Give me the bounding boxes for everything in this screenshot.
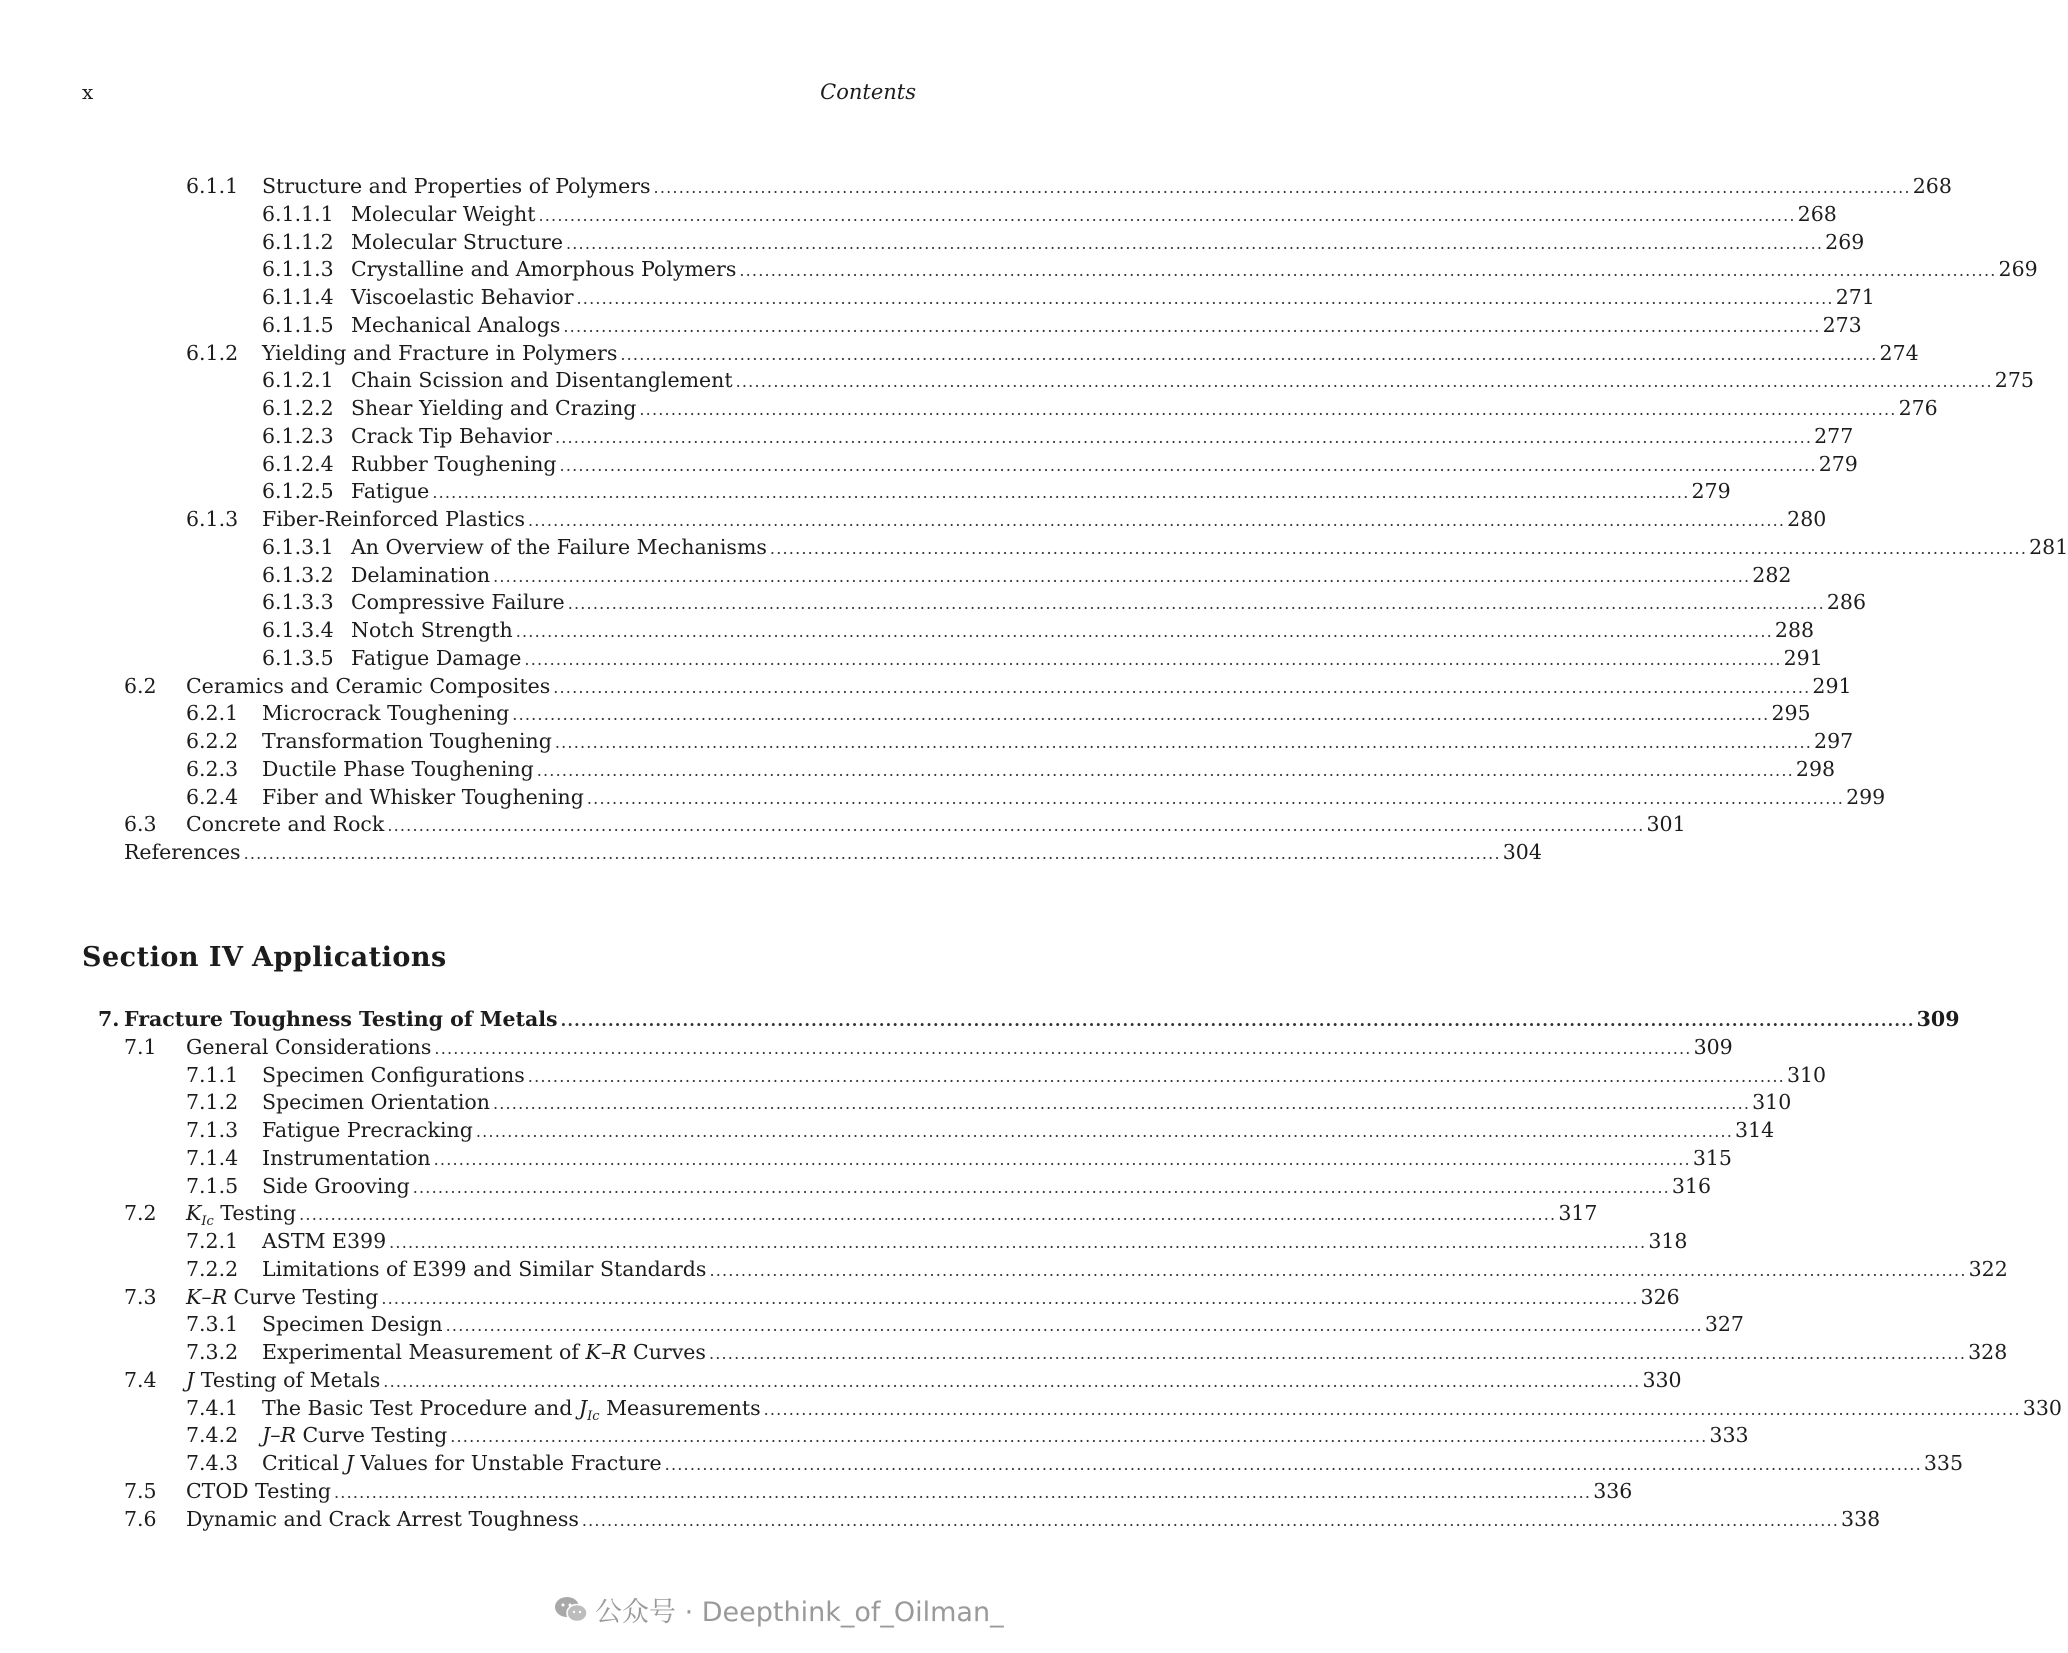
dot-leader: ........................................................................................................................................................................................................ [493, 566, 1751, 586]
toc-entry-number: 6.2.4 [186, 784, 239, 809]
toc-entry-page: 269 [1823, 229, 1864, 257]
toc-entry-page: 299 [1844, 784, 1885, 812]
toc-entry-number: 7. [98, 1007, 120, 1031]
toc-entry-title: J–R Curve Testing [262, 1422, 450, 1450]
toc-entry-page: 315 [1691, 1145, 1732, 1173]
toc-entry-number: 7.6 [124, 1506, 157, 1531]
dot-leader: ........................................................................................................................................................................................................ [515, 622, 1773, 641]
dot-leader: ........................................................................................................................................................................................................ [708, 1344, 1967, 1363]
toc-entry-body [351, 451, 1858, 480]
toc-entry-number: 7.2.1 [186, 1229, 239, 1253]
toc-entry-number: 7.3.2 [186, 1340, 239, 1364]
toc-entry-title: The Basic Test Procedure and $J_{Ic}$ Measurements [262, 1395, 764, 1431]
toc-entry-page: 336 [1591, 1478, 1632, 1506]
toc-entry[interactable] [0, 784, 1886, 812]
toc-entry-title: Ceramics and Ceramic Composites [186, 673, 553, 701]
toc-entry-title: Microcrack Toughening [262, 700, 512, 728]
dot-leader: ........................................................................................................................................................................................................ [527, 1066, 1785, 1086]
wechat-icon [553, 1595, 589, 1625]
toc-entry[interactable] [0, 811, 1686, 839]
toc-entry-page: 273 [1821, 312, 1862, 340]
toc-entry-page: 335 [1922, 1450, 1963, 1478]
toc-entry-title: Fatigue Damage [351, 645, 524, 673]
dot-leader: ........................................................................................................................................................................................................ [653, 178, 1911, 197]
dot-leader: ........................................................................................................................................................................................................ [620, 344, 1878, 364]
toc-entry[interactable] [0, 478, 1731, 506]
toc-entry-title: Compressive Failure [351, 589, 568, 617]
toc-entry-body [262, 1339, 2008, 1368]
toc-entry-title: Limitations of E399 and Similar Standards [262, 1256, 709, 1284]
toc-entry-body [262, 1228, 1688, 1257]
toc-entry[interactable] [0, 1395, 2062, 1424]
toc-entry[interactable] [0, 589, 1867, 617]
toc-entry-number: 6.1.2.2 [262, 396, 334, 420]
dot-leader: ........................................................................................................................................................................................................ [433, 1149, 1691, 1169]
toc-entry-title: Specimen Configurations [262, 1062, 528, 1090]
toc-entry-number: 7.1 [124, 1034, 157, 1059]
toc-entry-page: 297 [1812, 728, 1853, 756]
toc-entry[interactable] [0, 1089, 1792, 1117]
toc-entry-body [262, 1089, 1792, 1118]
dot-leader: ........................................................................................................................................................................................................ [567, 594, 1825, 614]
toc-entry-number: 6.1.3.3 [262, 590, 334, 615]
toc-entry-page: 291 [1810, 673, 1851, 701]
toc-entry[interactable] [0, 534, 2068, 562]
toc-entry-page: 286 [1825, 589, 1866, 617]
toc-entry-title: CTOD Testing [186, 1478, 334, 1506]
toc-entry-title: Concrete and Rock [186, 811, 387, 839]
toc-entry-page: 309 [1692, 1034, 1733, 1062]
toc-entry[interactable] [0, 756, 1836, 784]
toc-entry-body [262, 728, 1854, 757]
toc-entry-title: Delamination [351, 562, 493, 590]
toc-entry-number: 6.3 [124, 812, 157, 837]
page-number: x [82, 80, 94, 104]
dot-leader: ........................................................................................................................................................................................................ [524, 649, 1782, 669]
toc-entry-number: 7.1.4 [186, 1145, 239, 1170]
toc-entry[interactable] [0, 700, 1811, 728]
toc-entry[interactable] [0, 423, 1854, 451]
toc-entry[interactable] [0, 1367, 1682, 1395]
toc-entry[interactable] [0, 1311, 1744, 1339]
toc-entry-page: 314 [1733, 1117, 1774, 1145]
toc-entry-title: Fiber-Reinforced Plastics [262, 506, 528, 534]
toc-entry-page: 279 [1690, 478, 1731, 506]
toc-entry-title: Transformation Toughening [262, 728, 555, 756]
toc-entry[interactable] [0, 1145, 1732, 1173]
toc-entry-body [351, 617, 1815, 646]
toc-entry-body [124, 1006, 1960, 1035]
toc-entry-title: K–R Curve Testing [186, 1284, 381, 1312]
toc-entry-title: Viscoelastic Behavior [351, 284, 577, 312]
dot-leader: ........................................................................................................................................................................................................ [536, 760, 1794, 780]
toc-entry-number: 6.1.2.5 [262, 479, 334, 504]
dot-leader: ........................................................................................................................................................................................................ [243, 844, 1501, 863]
toc-entry-page: 330 [1640, 1367, 1681, 1395]
toc-entry-number: 6.1.3.1 [262, 534, 334, 559]
toc-entry-number: 6.1.1.5 [262, 312, 334, 337]
toc-entry-number: 6.1.3 [186, 507, 239, 531]
toc-entry-body [351, 534, 2068, 563]
toc-entry-page: 309 [1915, 1006, 1960, 1034]
toc-entry[interactable] [0, 1284, 1680, 1312]
dot-leader: ........................................................................................................................................................................................................ [576, 289, 1834, 308]
toc-entry-page: 322 [1967, 1256, 2008, 1284]
toc-entry[interactable] [0, 728, 1854, 756]
toc-entry-page: 333 [1707, 1422, 1748, 1450]
toc-entry-page: 281 [2027, 534, 2068, 562]
toc-entry-number: 7.4.1 [186, 1395, 239, 1420]
toc-entry[interactable] [0, 839, 1542, 867]
toc-entry-body [186, 1284, 1680, 1313]
toc-entry-number: 6.1.1.4 [262, 285, 334, 309]
toc-entry-body [262, 700, 1811, 729]
toc-entry-body [262, 1450, 1963, 1479]
toc-entry-page: 275 [1993, 367, 2034, 395]
toc-entry-page: 276 [1897, 395, 1938, 423]
toc-entry[interactable] [0, 1117, 1775, 1145]
toc-entry-page: 269 [1997, 256, 2038, 284]
toc-entry-title: Yielding and Fracture in Polymers [262, 340, 620, 368]
dot-leader: ........................................................................................................................................................................................................ [492, 1094, 1751, 1114]
toc-entry-number: 7.5 [124, 1478, 157, 1503]
toc-entry-number: 6.1.2.4 [262, 451, 334, 476]
toc-entry[interactable] [0, 312, 1862, 340]
toc-entry-page: 327 [1703, 1311, 1744, 1339]
toc-entry-title: References [124, 839, 244, 867]
toc-entry-body [262, 1256, 2008, 1285]
toc-entry-title: Structure and Properties of Polymers [262, 173, 654, 201]
dot-leader: ........................................................................................................................................................................................................ [664, 1455, 1922, 1474]
toc-entry-number: 7.4.2 [186, 1423, 239, 1448]
toc-entry-body [262, 1062, 1827, 1091]
toc-entry[interactable] [0, 395, 1938, 423]
toc-entry-body [351, 201, 1837, 230]
dot-leader: ........................................................................................................................................................................................................ [553, 677, 1811, 697]
toc-entry-title: Specimen Design [262, 1311, 446, 1339]
toc-entry-page: 304 [1501, 839, 1542, 867]
toc-entry-page: 328 [1966, 1339, 2007, 1367]
watermark [553, 1590, 1004, 1629]
toc-entry[interactable] [0, 1478, 1633, 1506]
dot-leader: ........................................................................................................................................................................................................ [563, 316, 1821, 336]
toc-entry-number: 7.1.5 [186, 1173, 239, 1198]
toc-entry-number: 7.4.3 [186, 1451, 239, 1475]
toc-entry-title: ASTM E399 [262, 1228, 389, 1256]
section-title: Applications [252, 942, 447, 973]
toc-entry-page: 310 [1750, 1089, 1791, 1117]
dot-leader: ........................................................................................................................................................................................................ [739, 261, 1997, 281]
toc-entry-page: 277 [1812, 423, 1853, 451]
dot-leader: ........................................................................................................................................................................................................ [475, 1122, 1734, 1141]
toc-entry-number: 7.1.3 [186, 1118, 239, 1142]
toc-entry[interactable] [0, 1034, 1733, 1062]
dot-leader: ........................................................................................................................................................................................................ [538, 205, 1796, 225]
toc-entry-body [351, 367, 2034, 396]
toc-entry-body [186, 811, 1686, 840]
toc-entry-body [186, 1034, 1733, 1063]
toc-entry-number: 6.2 [124, 673, 157, 698]
toc-entry[interactable] [0, 340, 1919, 368]
toc-entry-body [351, 645, 1823, 674]
toc-entry[interactable] [0, 1062, 1827, 1090]
toc-entry-title: Critical J Values for Unstable Fracture [262, 1450, 665, 1478]
toc-entry-body [262, 506, 1827, 535]
toc-entry-title: An Overview of the Failure Mechanisms [351, 534, 770, 562]
toc-entry-number: 6.1.2.1 [262, 368, 334, 393]
toc-entry-title: Notch Strength [351, 617, 516, 645]
dot-leader: ........................................................................................................................................................................................................ [554, 427, 1813, 447]
toc-entry-number: 7.1.1 [186, 1062, 239, 1087]
dot-leader: ........................................................................................................................................................................................................ [389, 1233, 1647, 1252]
toc-entry-number: 6.2.2 [186, 729, 239, 753]
toc-entry-number: 7.3.1 [186, 1312, 239, 1337]
toc-entry-number: 6.2.3 [186, 756, 239, 781]
toc-entry-title: Fiber and Whisker Toughening [262, 784, 587, 812]
toc-entry-number: 6.1.3.2 [262, 562, 334, 587]
toc-entry-page: 301 [1645, 811, 1686, 839]
toc-entry-body [262, 1173, 1712, 1202]
dot-leader: ........................................................................................................................................................................................................ [381, 1288, 1639, 1308]
toc-entry-page: 274 [1878, 340, 1919, 368]
toc-entry[interactable] [0, 1200, 1598, 1230]
toc-entry-title: Chain Scission and Disentanglement [351, 367, 736, 395]
toc-entry-page: 268 [1911, 173, 1952, 201]
toc-entry-body [262, 1145, 1732, 1174]
dot-leader: ........................................................................................................................................................................................................ [586, 788, 1845, 808]
toc-entry[interactable] [0, 173, 1952, 201]
toc-entry-body [262, 1422, 1749, 1451]
dot-leader: ........................................................................................................................................................................................................ [735, 372, 1993, 392]
toc-entry-number: 6.1.3.4 [262, 618, 334, 642]
toc-entry-body [262, 1117, 1775, 1146]
toc-entry-title: $K_{Ic}$ Testing [186, 1200, 299, 1236]
toc-entry[interactable] [0, 673, 1852, 701]
toc-entry[interactable] [0, 1506, 1881, 1534]
toc-entry-page: 338 [1839, 1506, 1880, 1534]
toc-entry-title: Experimental Measurement of K–R Curves [262, 1339, 709, 1367]
toc-entry-body [262, 1311, 1744, 1340]
toc-entry-number: 7.2 [124, 1201, 157, 1226]
toc-entry-title: Ductile Phase Toughening [262, 756, 537, 784]
toc-entry[interactable] [0, 617, 1815, 645]
section-label: Section IV [82, 942, 244, 973]
toc-entry-title: Crack Tip Behavior [351, 423, 555, 451]
toc-entry[interactable] [0, 1422, 1749, 1450]
dot-leader: ........................................................................................................................................................................................................ [565, 233, 1824, 253]
toc-entry-number: 6.1.2 [186, 340, 239, 365]
toc-entry-body [351, 478, 1731, 507]
toc-entry-body [351, 284, 1875, 313]
toc-list-part2 [0, 1006, 2062, 1533]
toc-entry-body [262, 756, 1836, 785]
toc-entry-page: 317 [1556, 1200, 1597, 1228]
dot-leader: ........................................................................................................................................................................................................ [412, 1177, 1670, 1197]
toc-entry[interactable] [0, 1006, 1960, 1034]
running-title: Contents [820, 80, 916, 104]
toc-entry-body [186, 673, 1852, 702]
toc-entry-body [351, 256, 2038, 285]
toc-entry-page: 271 [1834, 284, 1875, 312]
toc-entry-title: Molecular Structure [351, 229, 566, 257]
toc-entry[interactable] [0, 201, 1837, 229]
toc-entry-page: 316 [1670, 1173, 1711, 1201]
toc-entry-body [351, 589, 1867, 618]
toc-entry-number: 6.1.2.3 [262, 423, 334, 448]
toc-entry-number: 6.1.1.1 [262, 201, 334, 226]
dot-leader: ........................................................................................................................................................................................................ [769, 538, 2028, 558]
toc-entry[interactable] [0, 256, 2038, 284]
toc-entry-body [351, 395, 1938, 424]
toc-entry-page: 330 [2021, 1395, 2062, 1423]
dot-leader: ........................................................................................................................................................................................................ [763, 1399, 2021, 1419]
toc-entry-page: 280 [1785, 506, 1826, 534]
dot-leader: ........................................................................................................................................................................................................ [450, 1427, 1708, 1447]
toc-entry-body [186, 1367, 1682, 1396]
toc-entry-page: 268 [1796, 201, 1837, 229]
toc-entry-page: 279 [1817, 451, 1858, 479]
dot-leader: ........................................................................................................................................................................................................ [709, 1260, 1967, 1280]
toc-entry-number: 7.2.2 [186, 1256, 239, 1281]
dot-leader: ........................................................................................................................................................................................................ [334, 1482, 1592, 1502]
toc-entry-title: Fatigue [351, 478, 432, 506]
dot-leader: ........................................................................................................................................................................................................ [554, 733, 1813, 752]
section-heading [82, 942, 447, 973]
toc-entry-number: 7.1.2 [186, 1090, 239, 1115]
toc-entry-body [351, 562, 1792, 591]
toc-entry-body [262, 340, 1919, 369]
toc-entry-number: 7.4 [124, 1367, 157, 1392]
toc-entry-body [124, 839, 1542, 868]
toc-entry[interactable] [0, 1256, 2008, 1284]
page-header [82, 80, 998, 110]
dot-leader: ........................................................................................................................................................................................................ [434, 1038, 1692, 1058]
toc-entry-title: Dynamic and Crack Arrest Toughness [186, 1506, 582, 1534]
toc-entry[interactable] [0, 367, 2034, 395]
dot-leader: ........................................................................................................................................................................................................ [383, 1371, 1641, 1391]
dot-leader: ........................................................................................................................................................................................................ [432, 483, 1690, 503]
toc-entry-number: 6.1.1.2 [262, 229, 334, 254]
toc-entry-title: Mechanical Analogs [351, 312, 563, 340]
toc-entry-number: 6.2.1 [186, 701, 239, 726]
toc-entry[interactable] [0, 506, 1827, 534]
toc-entry-title: Side Grooving [262, 1173, 413, 1201]
toc-entry-title: Fracture Toughness Testing of Metals [124, 1006, 561, 1034]
toc-entry[interactable] [0, 229, 1865, 257]
toc-entry-number: 7.3 [124, 1284, 157, 1309]
dot-leader: ........................................................................................................................................................................................................ [299, 1205, 1557, 1225]
toc-entry-title: General Considerations [186, 1034, 434, 1062]
toc-entry-page: 318 [1646, 1228, 1687, 1256]
toc-entry-page: 288 [1773, 617, 1814, 645]
dot-leader: ........................................................................................................................................................................................................ [445, 1316, 1703, 1336]
toc-entry-page: 298 [1794, 756, 1835, 784]
dot-leader: ........................................................................................................................................................................................................ [559, 455, 1817, 475]
toc-entry[interactable] [0, 645, 1823, 673]
toc-entry-body [351, 312, 1862, 341]
toc-entry-title: Specimen Orientation [262, 1089, 493, 1117]
toc-entry-page: 282 [1750, 562, 1791, 590]
watermark-text: 公众号 · Deepthink_of_Oilman_ [595, 1597, 1004, 1628]
toc-entry-body [186, 1478, 1633, 1507]
toc-entry-page: 326 [1639, 1284, 1680, 1312]
dot-leader: ........................................................................................................................................................................................................ [527, 511, 1786, 530]
toc-entry-title: Rubber Toughening [351, 451, 560, 479]
toc-entry-number: 6.1.1 [186, 174, 239, 198]
dot-leader: ........................................................................................................................................................................................................ [581, 1510, 1840, 1530]
toc-entry[interactable] [0, 1173, 1712, 1201]
toc-entry-body [186, 1506, 1881, 1535]
toc-entry-body [351, 229, 1865, 258]
toc-entry[interactable] [0, 451, 1858, 479]
toc-entry-body [262, 784, 1886, 813]
dot-leader: ........................................................................................................................................................................................................ [639, 400, 1897, 419]
toc-entry-title: Crystalline and Amorphous Polymers [351, 256, 739, 284]
dot-leader: ........................................................................................................................................................................................................ [512, 705, 1770, 725]
toc-list-part1 [0, 173, 2068, 867]
toc-entry-title: Shear Yielding and Crazing [351, 395, 639, 423]
toc-entry[interactable] [0, 1228, 1688, 1256]
toc-entry[interactable] [0, 1450, 1963, 1478]
dot-leader: ........................................................................................................................................................................................................ [387, 816, 1645, 836]
toc-entry-page: 291 [1782, 645, 1823, 673]
toc-entry-title: Instrumentation [262, 1145, 434, 1173]
toc-entry-body [262, 173, 1952, 202]
toc-entry[interactable] [0, 284, 1875, 312]
toc-entry-page: 310 [1785, 1062, 1826, 1090]
dot-leader: ........................................................................................................................................................................................................ [560, 1011, 1915, 1030]
toc-entry-title: J Testing of Metals [186, 1367, 383, 1395]
toc-entry-page: 295 [1769, 700, 1810, 728]
toc-entry[interactable] [0, 562, 1792, 590]
toc-entry-body [351, 423, 1854, 452]
toc-entry-number: 6.1.1.3 [262, 257, 334, 282]
toc-entry-number: 6.1.3.5 [262, 645, 334, 670]
toc-entry[interactable] [0, 1339, 2008, 1367]
toc-entry-title: Fatigue Precracking [262, 1117, 476, 1145]
toc-entry-title: Molecular Weight [351, 201, 538, 229]
